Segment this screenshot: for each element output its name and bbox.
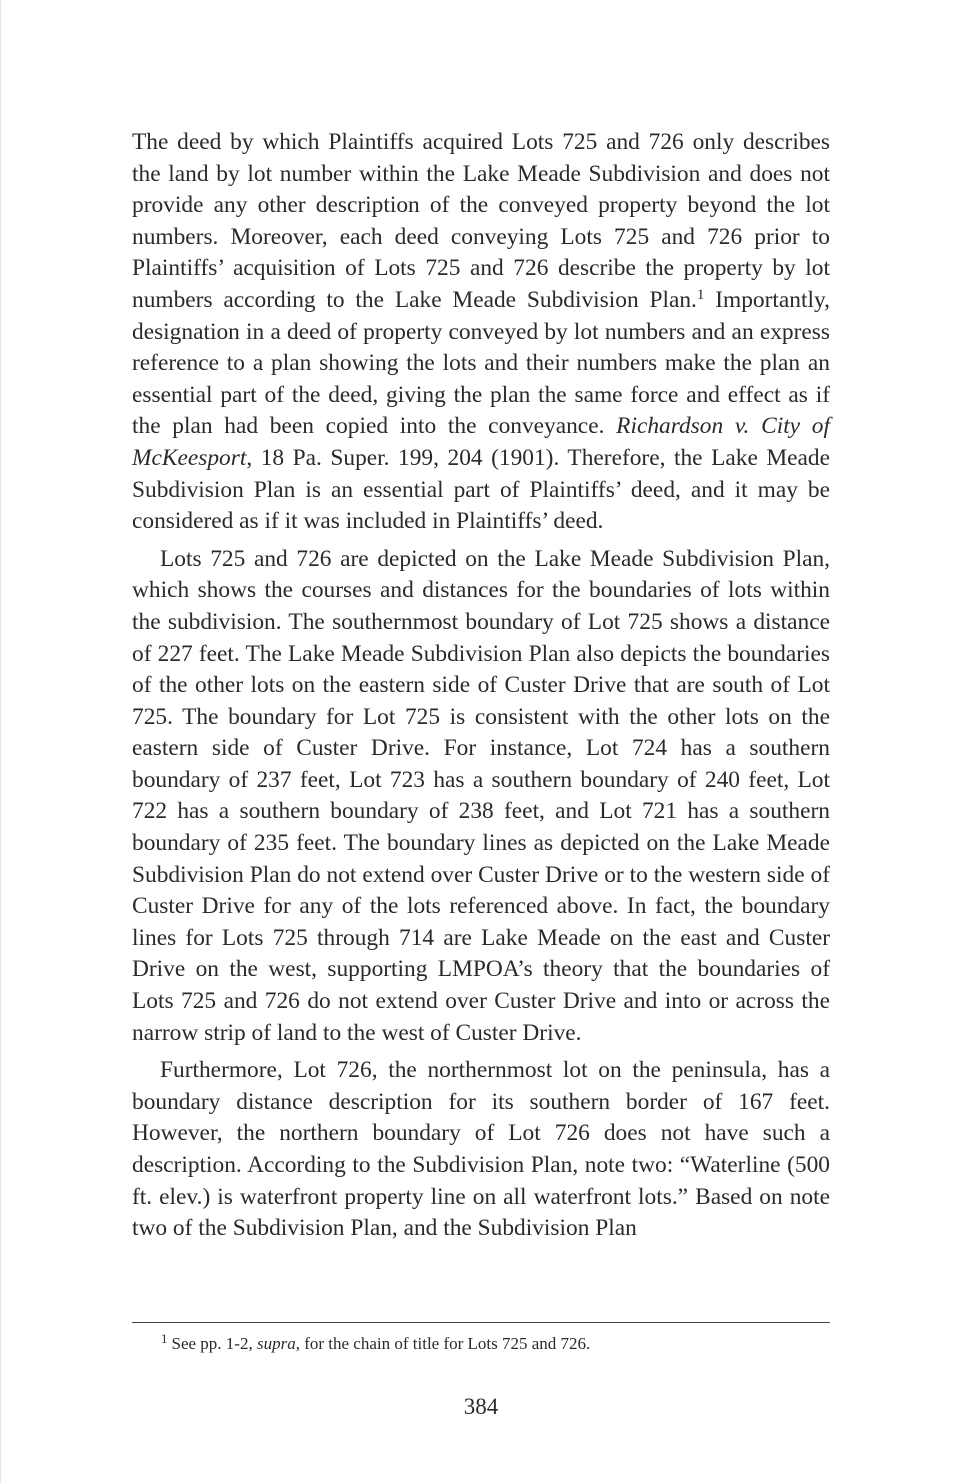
paragraph-2: Lots 725 and 726 are depicted on the Lake Meade Subdivision Plan, which shows the courses and distances for the boundaries of lots within the subdivision. The southernmost boundary of Lot 725 shows a distance of 227 feet. The Lake Meade Subdivision Plan also depicts the boundaries of the other lots on the eastern side of Custer Drive that are south of Lot 725. The boundary for Lot 725 is consistent with the other lots on the eastern side of Custer Drive. For instance, Lot 724 has a southern boundary of 237 feet, Lot 723 has a southern boundary of 240 feet, Lot 722 has a southern boundary of 238 feet, and Lot 721 has a southern boundary of 235 feet. The boundary lines as depicted on the Lake Meade Subdivision Plan do not extend over Custer Drive or to the western side of Custer Drive for any of the lots referenced above. In fact, the boundary lines for Lots 725 through 714 are Lake Meade on the east and Custer Drive on the west, supporting LMPOA’s theory that the boundaries of Lots 725 and 726 do not extend over Custer Drive and into or across the narrow strip of land to the west of Custer Drive. <box>132 545 830 1046</box>
paragraph-1 <box>132 127 830 538</box>
footnote-text-b: , for the chain of title for Lots 725 and 726. <box>295 1334 591 1353</box>
paragraph-1-text-b: Importantly, designation in a deed of property conveyed by lot numbers and an express reference to a plan showing the lots and their numbers make the plan an essential part of the deed, giving the plan the same force and effect as if the plan had been copied into the conveyance. <box>132 286 830 440</box>
paragraph-1-text-a: The deed by which Plaintiffs acquired Lots 725 and 726 only describes the land by lot number within the Lake Meade Subdivision and does not provide any other description of the conveyed property beyond the lot numbers. Moreover, each deed conveying Lots 725 and 726 prior to Plaintiffs’ acquisition of Lots 725 and 726 describe the property by lot numbers according to the Lake Meade Subdivision Plan. <box>132 129 830 313</box>
footnote-text-a: See pp. 1-2, <box>171 1334 257 1353</box>
footnote-reference-1: 1 <box>696 286 705 303</box>
paragraph-3: Furthermore, Lot 726, the northernmost lot on the peninsula, has a boundary distance description for its southern border of 167 feet. However, the northern boundary of Lot 726 does not have such a description. According to the Subdivision Plan, note two: “Waterline (500 ft. elev.) is waterfront property line on all waterfront lots.” Based on note two of the Subdivision Plan, and the Subdivision Plan <box>132 1057 830 1242</box>
body-text <box>132 127 830 1251</box>
footnote-divider <box>132 1322 830 1323</box>
footnote-supra: supra <box>256 1334 296 1353</box>
footnote-marker: 1 <box>161 1331 168 1346</box>
footnote-1 <box>161 1331 821 1357</box>
case-citation-name: Richardson v. City of McKeesport <box>132 413 830 471</box>
page-number: 384 <box>463 1394 499 1419</box>
paragraph-1-text-c: , 18 Pa. Super. 199, 204 (1901). Therefore, the Lake Meade Subdivision Plan is an essential part of Plaintiffs’ deed, and it may be considered as if it was included in Plaintiffs’ deed. <box>132 444 830 535</box>
